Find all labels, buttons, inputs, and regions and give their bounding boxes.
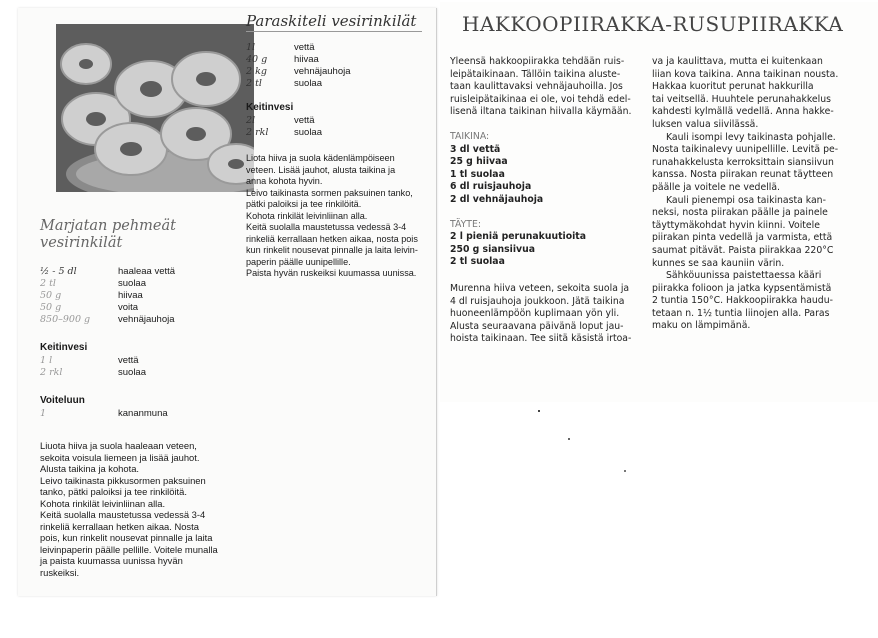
ingredient: vettä <box>118 355 139 366</box>
ingredient: 250 g siansiivua <box>450 243 536 255</box>
ingredient: vehnäjauhoja <box>294 66 351 77</box>
step-line: pois, kun rinkelit nousevat pinnalle ja laita <box>40 532 213 543</box>
ingredients-list <box>40 266 250 326</box>
amount: 2 tl <box>246 78 262 89</box>
text-line: 2 tuntia 150°C. Hakkoopiirakka haudu- <box>652 295 833 307</box>
amount: 850–900 g <box>40 314 91 325</box>
ingredient: suolaa <box>118 367 146 378</box>
recipe-title: HAKKOOPIIRAKKA-RUSUPIIRAKKA <box>462 12 844 36</box>
ingredient: 2 dl vehnäjauhoja <box>450 193 544 205</box>
step-line: paperin päälle uunipellille. <box>246 256 351 267</box>
ingredient: suolaa <box>294 78 322 89</box>
text-line: neksi, nosta piirakan päälle ja painele <box>652 207 828 219</box>
tayte-list <box>450 231 650 269</box>
ingredient: suolaa <box>118 278 146 289</box>
step-line: veteen. Lisää jauhot, alusta taikina ja <box>246 164 396 175</box>
text-line: Sähköuunissa paistettaessa kääri <box>666 270 822 282</box>
text-line: Yleensä hakkoopiirakka tehdään ruis- <box>450 56 625 67</box>
step-line: ruskeiksi. <box>40 566 80 578</box>
ingredient: haaleaa vettä <box>118 266 176 277</box>
amount: 2 rkl <box>40 367 63 378</box>
ingredient: kananmuna <box>118 408 168 419</box>
recipe-title: Paraskiteli vesirinkilät <box>246 12 422 32</box>
text-line: va ja kaulittava, mutta ei kuitenkaan <box>652 56 823 67</box>
ingredient: hiivaa <box>294 54 319 65</box>
keitinvesi-heading: Keitinvesi <box>246 102 294 113</box>
ingredient: vettä <box>294 115 315 126</box>
recipe-title-line1: Marjatan pehmeät <box>40 218 176 234</box>
step-line: Leivo taikinasta pikkusormen paksuinen <box>40 474 206 486</box>
text-line: huoneenlämpöön kuplimaan yön yli. <box>450 308 620 320</box>
text-line: Hakkaa kuoritut perunat hakkurilla <box>652 81 814 93</box>
bagels-photo <box>56 24 254 192</box>
taikina-heading: TAIKINA: <box>450 130 490 142</box>
text-line: piirakan pinta vedellä ja varmista, että <box>652 232 833 244</box>
ingredient: 3 dl vettä <box>450 143 501 155</box>
text-line: piirakka folioon ja jatka kypsentämistä <box>652 282 832 294</box>
amount: 50 g <box>40 290 62 301</box>
ingredient: vehnäjauhoja <box>118 314 175 325</box>
recipe-title-line2: vesirinkilät <box>40 235 123 251</box>
text-line: Kauli pienempi osa taikinasta kan- <box>666 194 826 206</box>
text-line: liian kova taikina. Anna taikinan nousta. <box>652 68 839 80</box>
amount: 2 rkl <box>246 127 269 138</box>
ingredient: 2 l pieniä perunakuutioita <box>450 231 586 243</box>
step-line: anna kohota hyvin. <box>246 176 323 186</box>
step-line: leivinpaperin päälle pellille. Voitele munalla <box>40 543 218 555</box>
step-line: Leivo taikinasta sormen paksuinen tanko, <box>246 187 413 198</box>
step-line: Liuota hiiva ja suola haaleaan veteen, <box>40 440 197 451</box>
text-line: 4 dl ruisjauhoja joukkoon. Jätä taikina <box>450 295 625 307</box>
ingredient: vettä <box>294 42 315 53</box>
amount: 50 g <box>40 302 62 313</box>
ingredients-list <box>246 42 434 90</box>
text-line: runahakkelusta kerroksittain siansiivun <box>652 156 834 168</box>
scan-speck <box>538 410 540 412</box>
text-line: Murenna hiiva veteen, sekoita suola ja <box>450 282 630 294</box>
tayte-heading: TÄYTE: <box>450 218 481 230</box>
step-line: pätki paloiksi ja tee rinkilöitä. <box>246 199 362 209</box>
bagels-illustration <box>56 24 254 192</box>
amount: 40 g <box>246 54 268 65</box>
left-recipe-page <box>18 8 437 596</box>
step-line: Liota hiiva ja suola kädenlämpöiseen <box>246 153 395 163</box>
amount: 1 l <box>40 355 53 366</box>
keitinvesi-heading: Keitinvesi <box>40 342 88 353</box>
method-text <box>40 440 250 578</box>
text-line: kanssa. Nosta piirakan reunat täytteen <box>652 169 834 181</box>
step-line: rinkeliä kerrallaan hetken aikaa, nosta pois <box>246 233 418 244</box>
step-line: Kohota rinkilät leivinliinan alla. <box>40 497 166 509</box>
step-line: ja paista kuumassa uunissa hyvän <box>40 555 183 566</box>
text-line: Nosta taikinalevy uunipellille. Levitä pe- <box>652 144 839 156</box>
step-line: tanko, pätki paloiksi ja tee rinkilöitä. <box>40 486 187 497</box>
recipe-column-1 <box>450 56 650 346</box>
taikina-list <box>450 144 650 207</box>
method-text <box>246 153 434 280</box>
intro-text <box>450 56 650 119</box>
paraskiteli-recipe <box>246 12 434 280</box>
scan-speck <box>624 470 626 472</box>
text-line: täyttymäkohdat hyvin kiinni. Voitele <box>652 219 820 231</box>
ingredient: 6 dl ruisjauhoja <box>450 181 532 193</box>
text-line: luksen valua siivilässä. <box>652 118 759 130</box>
scan-speck <box>568 438 570 440</box>
step-line: Alusta taikina ja kohota. <box>40 463 140 474</box>
amount: 2 tl <box>40 278 56 289</box>
marjatan-recipe <box>40 218 250 578</box>
step-line: Paista hyvän ruskeiksi kuumassa uunissa. <box>246 268 417 278</box>
ingredient: 2 tl suolaa <box>450 256 505 268</box>
text-line: Kauli isompi levy taikinasta pohjalle. <box>666 131 836 143</box>
ingredient: 25 g hiivaa <box>450 156 508 168</box>
text-line: maku on lämpimänä. <box>652 320 751 332</box>
voiteluun-heading: Voiteluun <box>40 395 85 406</box>
text-line: lisenä iltana taikinan hiivalla käymään. <box>450 106 632 118</box>
text-line: kunnes se saa kauniin värin. <box>652 257 785 269</box>
text-line: saumat pitävät. Paista piirakkaa 220°C <box>652 244 834 256</box>
text-line: tai veitsellä. Huuhtele perunahakkelus <box>652 93 831 105</box>
text-line: ruisleipätaikinaa ei ole, voi tehdä edel- <box>450 93 631 105</box>
amount: 2l <box>246 115 256 126</box>
text-line: päälle ja voitele ne vedellä. <box>652 181 780 193</box>
ingredient: suolaa <box>294 127 322 138</box>
right-recipe-page <box>440 2 878 402</box>
text-line: tetaan n. 1½ tuntia liinojen alla. Paras <box>652 307 830 319</box>
recipe-column-2 <box>652 56 874 333</box>
text-line: Alusta seuraavana päivänä loput jau- <box>450 320 624 332</box>
amount: 1 <box>40 408 47 419</box>
step-line: rinkeliä kerrallaan hetken aikaa. Nosta <box>40 520 199 532</box>
ingredient: voita <box>118 302 139 313</box>
step-line: kun rinkelit nousevat pinnalle ja laita leivin- <box>246 245 418 255</box>
amount: ½ - 5 dl <box>40 266 77 277</box>
method-text <box>450 283 650 346</box>
text-line: kahdesti kylmällä vedellä. Anna hakke- <box>652 106 834 118</box>
text-line: leipätaikinaan. Tällöin taikina aluste- <box>450 68 621 80</box>
step-line: Keitä suolalla maustetussa vedessä 3-4 <box>40 509 206 520</box>
text-line: taan kaulittavaksi vehnäjauhoilla. Jos <box>450 81 623 93</box>
text-line: hoista taikinaan. Tee siitä käsistä irtoa- <box>450 333 632 345</box>
amount: 2 kg <box>246 66 267 77</box>
ingredient: 1 tl suolaa <box>450 168 505 180</box>
step-line: Kohota rinkilät leivinliinan alla. <box>246 210 368 221</box>
ingredient: hiivaa <box>118 290 143 301</box>
step-line: sekoita voisula liemeen ja lisää jauhot. <box>40 451 200 463</box>
amount: 1l <box>246 42 256 53</box>
step-line: Keitä suolalla maustetussa vedessä 3-4 <box>246 222 407 232</box>
